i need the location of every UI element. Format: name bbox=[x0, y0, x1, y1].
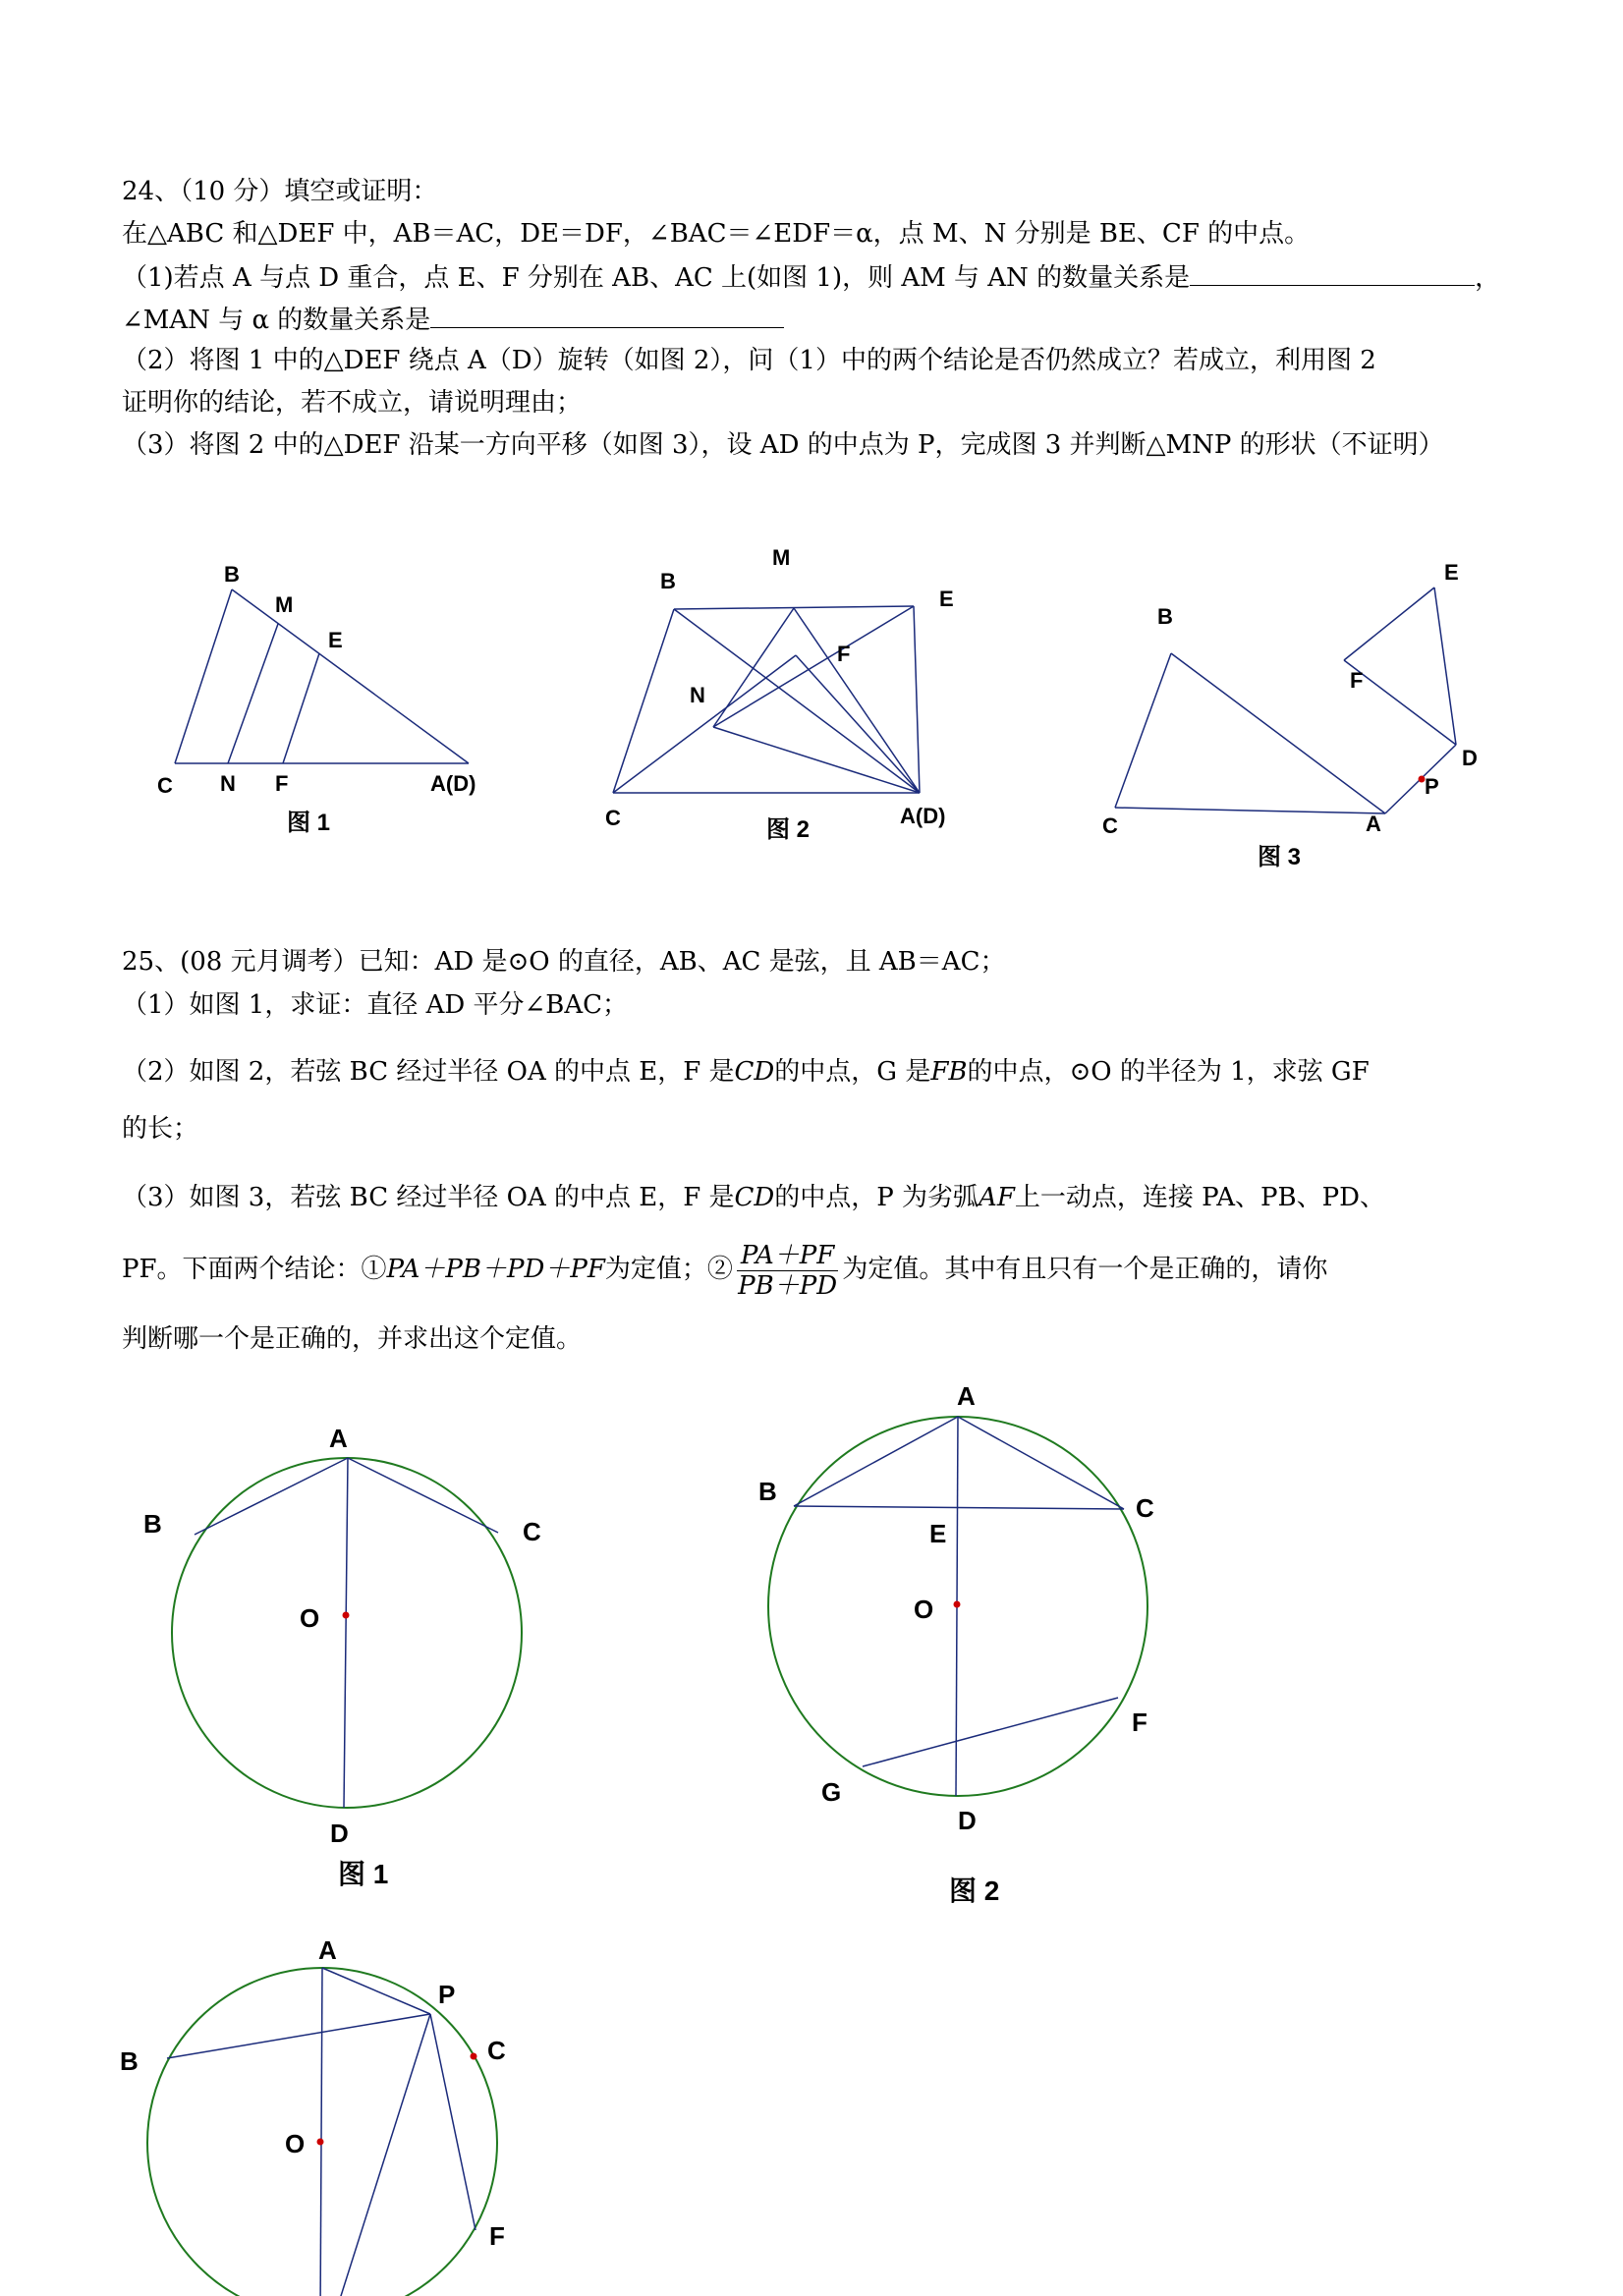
q25-part3-line1 bbox=[122, 1181, 1507, 1214]
label-A-D: A(D) bbox=[900, 804, 946, 828]
label-A: A bbox=[329, 1424, 348, 1453]
q24-part3: （3）将图 2 中的△DEF 沿某一方向平移（如图 3），设 AD 的中点为 P，完成图 3 并判断△MNP 的形状（不证明） bbox=[122, 430, 1444, 460]
segment-BA bbox=[674, 609, 920, 793]
label-N: N bbox=[220, 771, 236, 796]
label-B: B bbox=[224, 562, 240, 587]
q25-part3-line2 bbox=[122, 1240, 1507, 1301]
arc-CD-2: CD bbox=[734, 1183, 775, 1212]
segment-FA bbox=[796, 655, 920, 793]
arc-AF: AF bbox=[979, 1183, 1015, 1212]
figure-caption: 图 1 bbox=[287, 810, 331, 836]
q25-part3-text-d: PF。下面两个结论：① bbox=[122, 1255, 387, 1284]
label-C: C bbox=[1136, 1493, 1154, 1523]
label-A: A bbox=[957, 1381, 976, 1411]
label-F: F bbox=[275, 771, 289, 796]
label-P: P bbox=[438, 1980, 456, 2009]
label-B: B bbox=[1157, 604, 1173, 629]
label-M: M bbox=[275, 592, 294, 617]
label-C: C bbox=[487, 2036, 506, 2065]
label-E: E bbox=[328, 628, 343, 652]
label-O: O bbox=[914, 1595, 934, 1624]
figure-caption: 图 1 bbox=[338, 1859, 389, 1889]
figure-caption: 图 2 bbox=[766, 816, 811, 843]
fraction-numerator: PA＋PF bbox=[737, 1241, 838, 1271]
label-B: B bbox=[758, 1477, 777, 1506]
label-A: A bbox=[1366, 812, 1381, 836]
label-C: C bbox=[1102, 813, 1118, 838]
segment-NE bbox=[713, 606, 914, 727]
q25-part3-text-c: 上一动点，连接 PA、PB、PD、 bbox=[1014, 1183, 1385, 1212]
segment-MN bbox=[228, 624, 278, 763]
answer-blank-1[interactable] bbox=[1190, 259, 1475, 286]
figure-caption: 图 2 bbox=[949, 1876, 1000, 1906]
label-C: C bbox=[605, 806, 621, 830]
q24-part1-line1 bbox=[122, 259, 1507, 295]
label-N: N bbox=[690, 683, 705, 707]
q24-statement: 在△ABC 和△DEF 中，AB＝AC，DE＝DF，∠BAC＝∠EDF＝α，点 M、N 分别是 BE、CF 的中点。 bbox=[122, 219, 1311, 249]
chord-GF bbox=[863, 1698, 1118, 1766]
q24-figure-1 bbox=[147, 545, 501, 850]
segment-BA bbox=[232, 589, 469, 763]
chord-BP bbox=[167, 2014, 430, 2058]
segment-NA bbox=[713, 727, 920, 793]
chord-AB bbox=[195, 1458, 348, 1535]
segment-MN bbox=[713, 608, 794, 727]
center-O bbox=[954, 1601, 961, 1608]
label-E: E bbox=[939, 587, 954, 611]
q25-header: 25、(08 元月调考）已知：AD 是⊙O 的直径，AB、AC 是弦，且 AB＝AC； bbox=[122, 947, 1006, 977]
q25-part1: （1）如图 1，求证：直径 AD 平分∠BAC； bbox=[122, 990, 629, 1020]
arc-FB: FB bbox=[930, 1057, 968, 1087]
label-B: B bbox=[660, 569, 676, 593]
segment-MA bbox=[794, 608, 920, 793]
chord-PD bbox=[334, 2014, 430, 2296]
q25-part2-text-a: （2）如图 2，若弦 BC 经过半径 OA 的中点 E，F 是 bbox=[122, 1057, 735, 1087]
label-F: F bbox=[1350, 668, 1364, 693]
segment-BC bbox=[175, 589, 232, 763]
q25-part3-text-a: （3）如图 3，若弦 BC 经过半径 OA 的中点 E，F 是 bbox=[122, 1183, 735, 1212]
expression-1: PA＋PB＋PD＋PF bbox=[386, 1255, 605, 1284]
label-C: C bbox=[157, 773, 173, 798]
center-O bbox=[343, 1612, 350, 1619]
q24-part2-line2: 证明你的结论，若不成立，请说明理由； bbox=[122, 388, 583, 418]
segment-EA bbox=[914, 606, 920, 793]
q25-part3-line3: 判断哪一个是正确的，并求出这个定值。 bbox=[122, 1324, 583, 1354]
q24-part1-text2: ∠MAN 与 α 的数量关系是 bbox=[122, 306, 431, 335]
label-F: F bbox=[837, 642, 851, 666]
label-B: B bbox=[120, 2046, 139, 2076]
label-G: G bbox=[821, 1777, 842, 1807]
label-M: M bbox=[772, 545, 791, 570]
chord-AB bbox=[794, 1417, 958, 1506]
label-C: C bbox=[523, 1517, 541, 1546]
label-E: E bbox=[1444, 560, 1459, 585]
segment-CF bbox=[613, 655, 796, 793]
label-O: O bbox=[300, 1603, 320, 1633]
q25-part3-text-b: 的中点，P 为劣弧 bbox=[774, 1183, 979, 1212]
segment-ED bbox=[1434, 588, 1456, 745]
q25-part2-text-b: 的中点，G 是 bbox=[774, 1057, 931, 1087]
label-E: E bbox=[929, 1519, 947, 1548]
fraction-denominator: PB＋PD bbox=[738, 1270, 838, 1301]
segment-EF bbox=[283, 653, 319, 763]
label-B: B bbox=[143, 1509, 162, 1539]
label-D: D bbox=[958, 1806, 977, 1835]
answer-blank-2[interactable] bbox=[430, 302, 784, 328]
q25-part2-line2: 的长； bbox=[122, 1114, 199, 1144]
q25-part2-text-c: 的中点，⊙O 的半径为 1，求弦 GF bbox=[967, 1057, 1370, 1087]
q24-figure-3 bbox=[1081, 550, 1513, 884]
point-C bbox=[471, 2053, 477, 2060]
center-O bbox=[317, 2139, 324, 2146]
diameter-AD bbox=[344, 1458, 348, 1808]
chord-AC bbox=[348, 1458, 498, 1533]
diameter-AD bbox=[320, 1968, 322, 2296]
label-A-D: A(D) bbox=[430, 771, 476, 796]
segment-BC bbox=[1115, 653, 1171, 808]
q24-header: 24、（10 分）填空或证明： bbox=[122, 177, 438, 206]
chord-AC bbox=[958, 1417, 1124, 1509]
segment-CA bbox=[1115, 808, 1385, 813]
label-F: F bbox=[489, 2221, 505, 2251]
label-F: F bbox=[1132, 1708, 1147, 1737]
label-P: P bbox=[1425, 774, 1439, 799]
q24-part2-line1: （2）将图 1 中的△DEF 绕点 A（D）旋转（如图 2），问（1）中的两个结论是否仍然成立？若成立，利用图 2 bbox=[122, 346, 1376, 375]
q24-part1-end: ， bbox=[1475, 263, 1501, 293]
figure-caption: 图 3 bbox=[1258, 844, 1302, 870]
q25-figure-1 bbox=[118, 1395, 609, 1906]
label-D: D bbox=[1462, 746, 1478, 770]
q25-figure-3 bbox=[108, 1921, 560, 2296]
q24-part1-text: （1)若点 A 与点 D 重合，点 E、F 分别在 AB、AC 上(如图 1)，则 AM 与 AN 的数量关系是 bbox=[122, 263, 1191, 293]
label-A: A bbox=[318, 1935, 337, 1965]
q25-part3-text-f: 为定值。其中有且只有一个是正确的，请你 bbox=[842, 1255, 1328, 1284]
label-D: D bbox=[330, 1819, 349, 1848]
fraction-expression-2 bbox=[737, 1241, 838, 1301]
chord-AP bbox=[322, 1968, 430, 2014]
q25-figure-2 bbox=[747, 1356, 1218, 1926]
q24-figure-2 bbox=[589, 535, 1002, 850]
arc-CD: CD bbox=[734, 1057, 775, 1087]
q25-part2-line1 bbox=[122, 1055, 1507, 1089]
segment-BC bbox=[613, 609, 674, 793]
segment-EF bbox=[1344, 588, 1434, 660]
chord-BC bbox=[794, 1506, 1124, 1509]
q24-part1-line2 bbox=[122, 302, 1507, 337]
label-O: O bbox=[285, 2129, 306, 2158]
q25-part3-text-e: 为定值；② bbox=[604, 1255, 733, 1284]
